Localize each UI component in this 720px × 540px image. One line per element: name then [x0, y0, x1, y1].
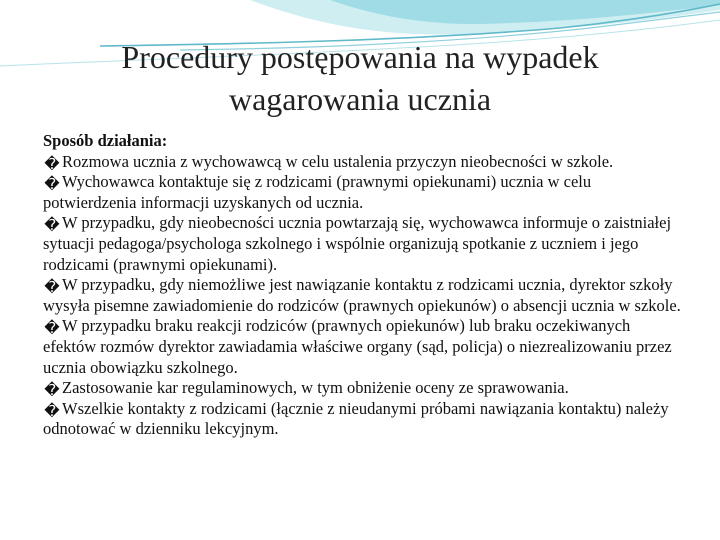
bullet-icon: � [44, 154, 60, 173]
title-line-1: Procedury postępowania na wypadek [121, 39, 599, 75]
slide-title [40, 36, 680, 120]
list-item [43, 378, 683, 399]
bullet-icon: � [44, 381, 60, 400]
section-label: Sposób działania: [43, 131, 168, 150]
list-item [43, 316, 683, 378]
list-item-text: W przypadku, gdy nieobecności ucznia powtarzają się, wychowawca informuje o zaistniałej sytuacji pedagoga/psychologa szkolnego i wspólnie organizują spotkanie z uczniem i jego rodzicami (prawnymi opiekunami). [43, 213, 672, 274]
list-item-text: W przypadku, gdy niemożliwe jest nawiązanie kontaktu z rodzicami ucznia, dyrektor szkoły wysyła pisemne zawiadomienie do rodziców (prawnych opiekunów) o absencji ucznia w szkole. [43, 275, 681, 315]
list-item [43, 399, 683, 440]
list-item [43, 152, 683, 173]
list-item-text: Wszelkie kontakty z rodzicami (łącznie z nieudanymi próbami nawiązania kontaktu) należy odnotować w dzienniku lekcyjnym. [43, 398, 669, 439]
list-item-text: W przypadku braku reakcji rodziców (prawnych opiekunów) lub braku oczekiwanych efektów rozmów dyrektor zawiadamia właściwe organy (sąd, policja) o niezrealizowaniu przez ucznia obowiązku szkolnego. [43, 316, 672, 377]
list-item-text: Wychowawca kontaktuje się z rodzicami (prawnymi opiekunami) ucznia w celu potwierdzenia informacji uzyskanych od ucznia. [43, 172, 592, 212]
list-item [43, 275, 683, 316]
bullet-icon: � [44, 216, 60, 235]
list-item [43, 172, 683, 213]
title-line-2: wagarowania ucznia [228, 81, 492, 117]
body-text [43, 131, 683, 440]
bullet-icon: � [44, 319, 60, 338]
list-item-text: Zastosowanie kar regulaminowych, w tym obniżenie oceny ze sprawowania. [62, 378, 569, 398]
bullet-icon: � [44, 401, 60, 420]
bullet-icon: � [44, 175, 60, 194]
bullet-icon: � [44, 278, 60, 297]
list-item-text: Rozmowa ucznia z wychowawcą w celu ustalenia przyczyn nieobecności w szkole. [62, 151, 614, 171]
list-item [43, 213, 683, 275]
